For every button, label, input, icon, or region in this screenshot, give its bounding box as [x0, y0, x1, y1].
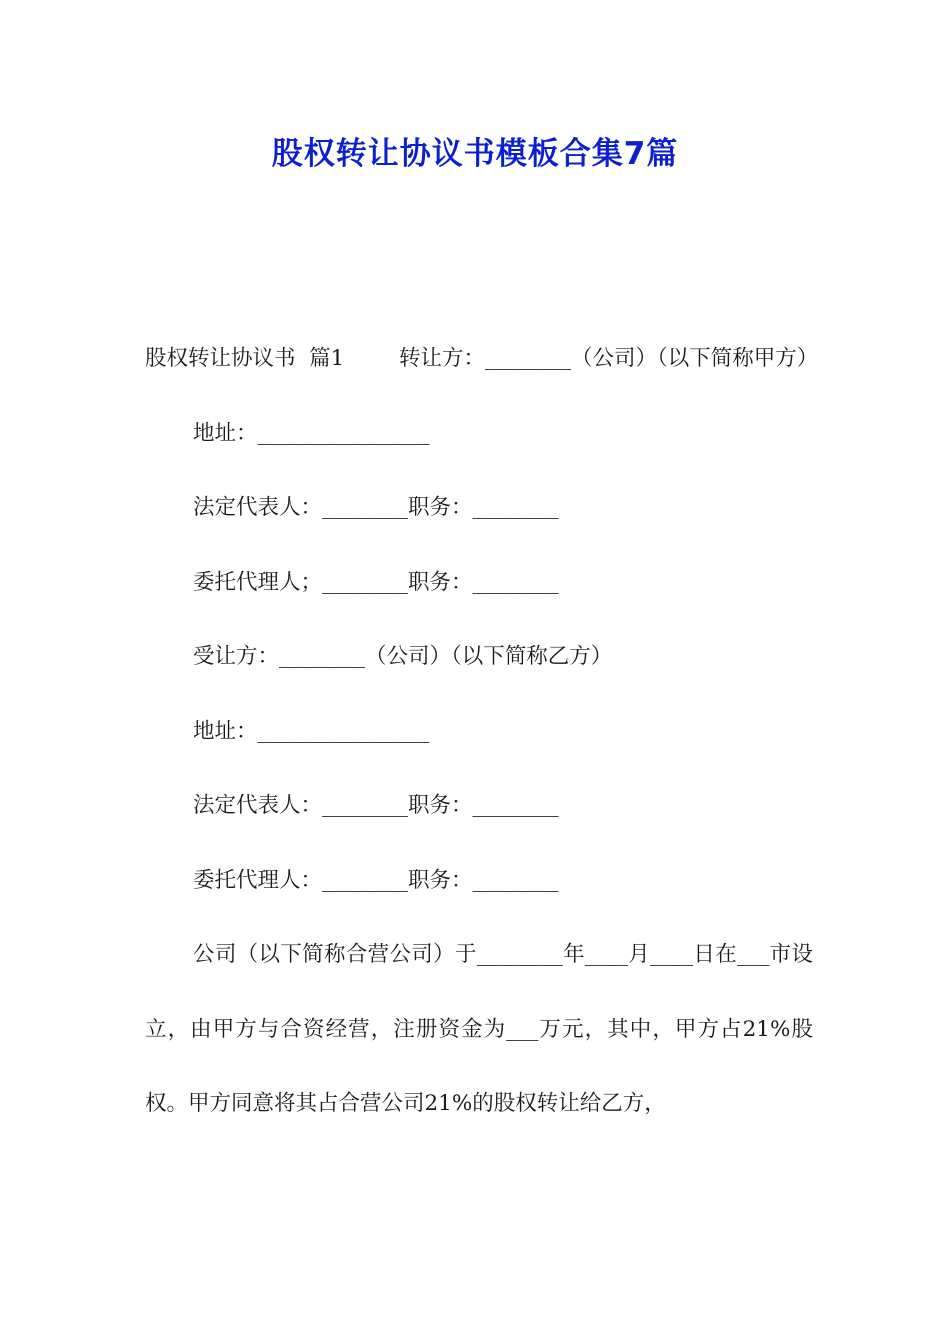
- document-title: 股权转让协议书模板合集7篇: [271, 136, 679, 172]
- paragraph-transferee-agent: 委托代理人：________职务：________: [193, 867, 559, 893]
- paragraph-opening: 股权转让协议书 篇1 转让方：________（公司）（以下简称甲方）: [145, 346, 819, 371]
- document-body: [145, 322, 819, 1142]
- paragraph-transferee-address: 地址：________________: [193, 718, 430, 744]
- paragraph-transferor-address: 地址：________________: [193, 420, 430, 446]
- paragraph-transferee: 受让方：________（公司）（以下简称乙方）: [193, 644, 613, 669]
- paragraph-company-info: 公司（以下简称合营公司）于________年____月____日在___市设立，由甲方与合资经营，注册资金为___万元，其中，甲方占21%股权。甲方同意将其占合营公司21%的股权转让给乙方，: [145, 942, 813, 1116]
- paragraph-transferee-legal-rep: 法定代表人：________职务：________: [193, 793, 559, 818]
- paragraph-transferor-agent: 委托代理人；________职务：________: [193, 569, 559, 595]
- paragraph-transferor-legal-rep: 法定代表人：________职务：________: [193, 495, 559, 520]
